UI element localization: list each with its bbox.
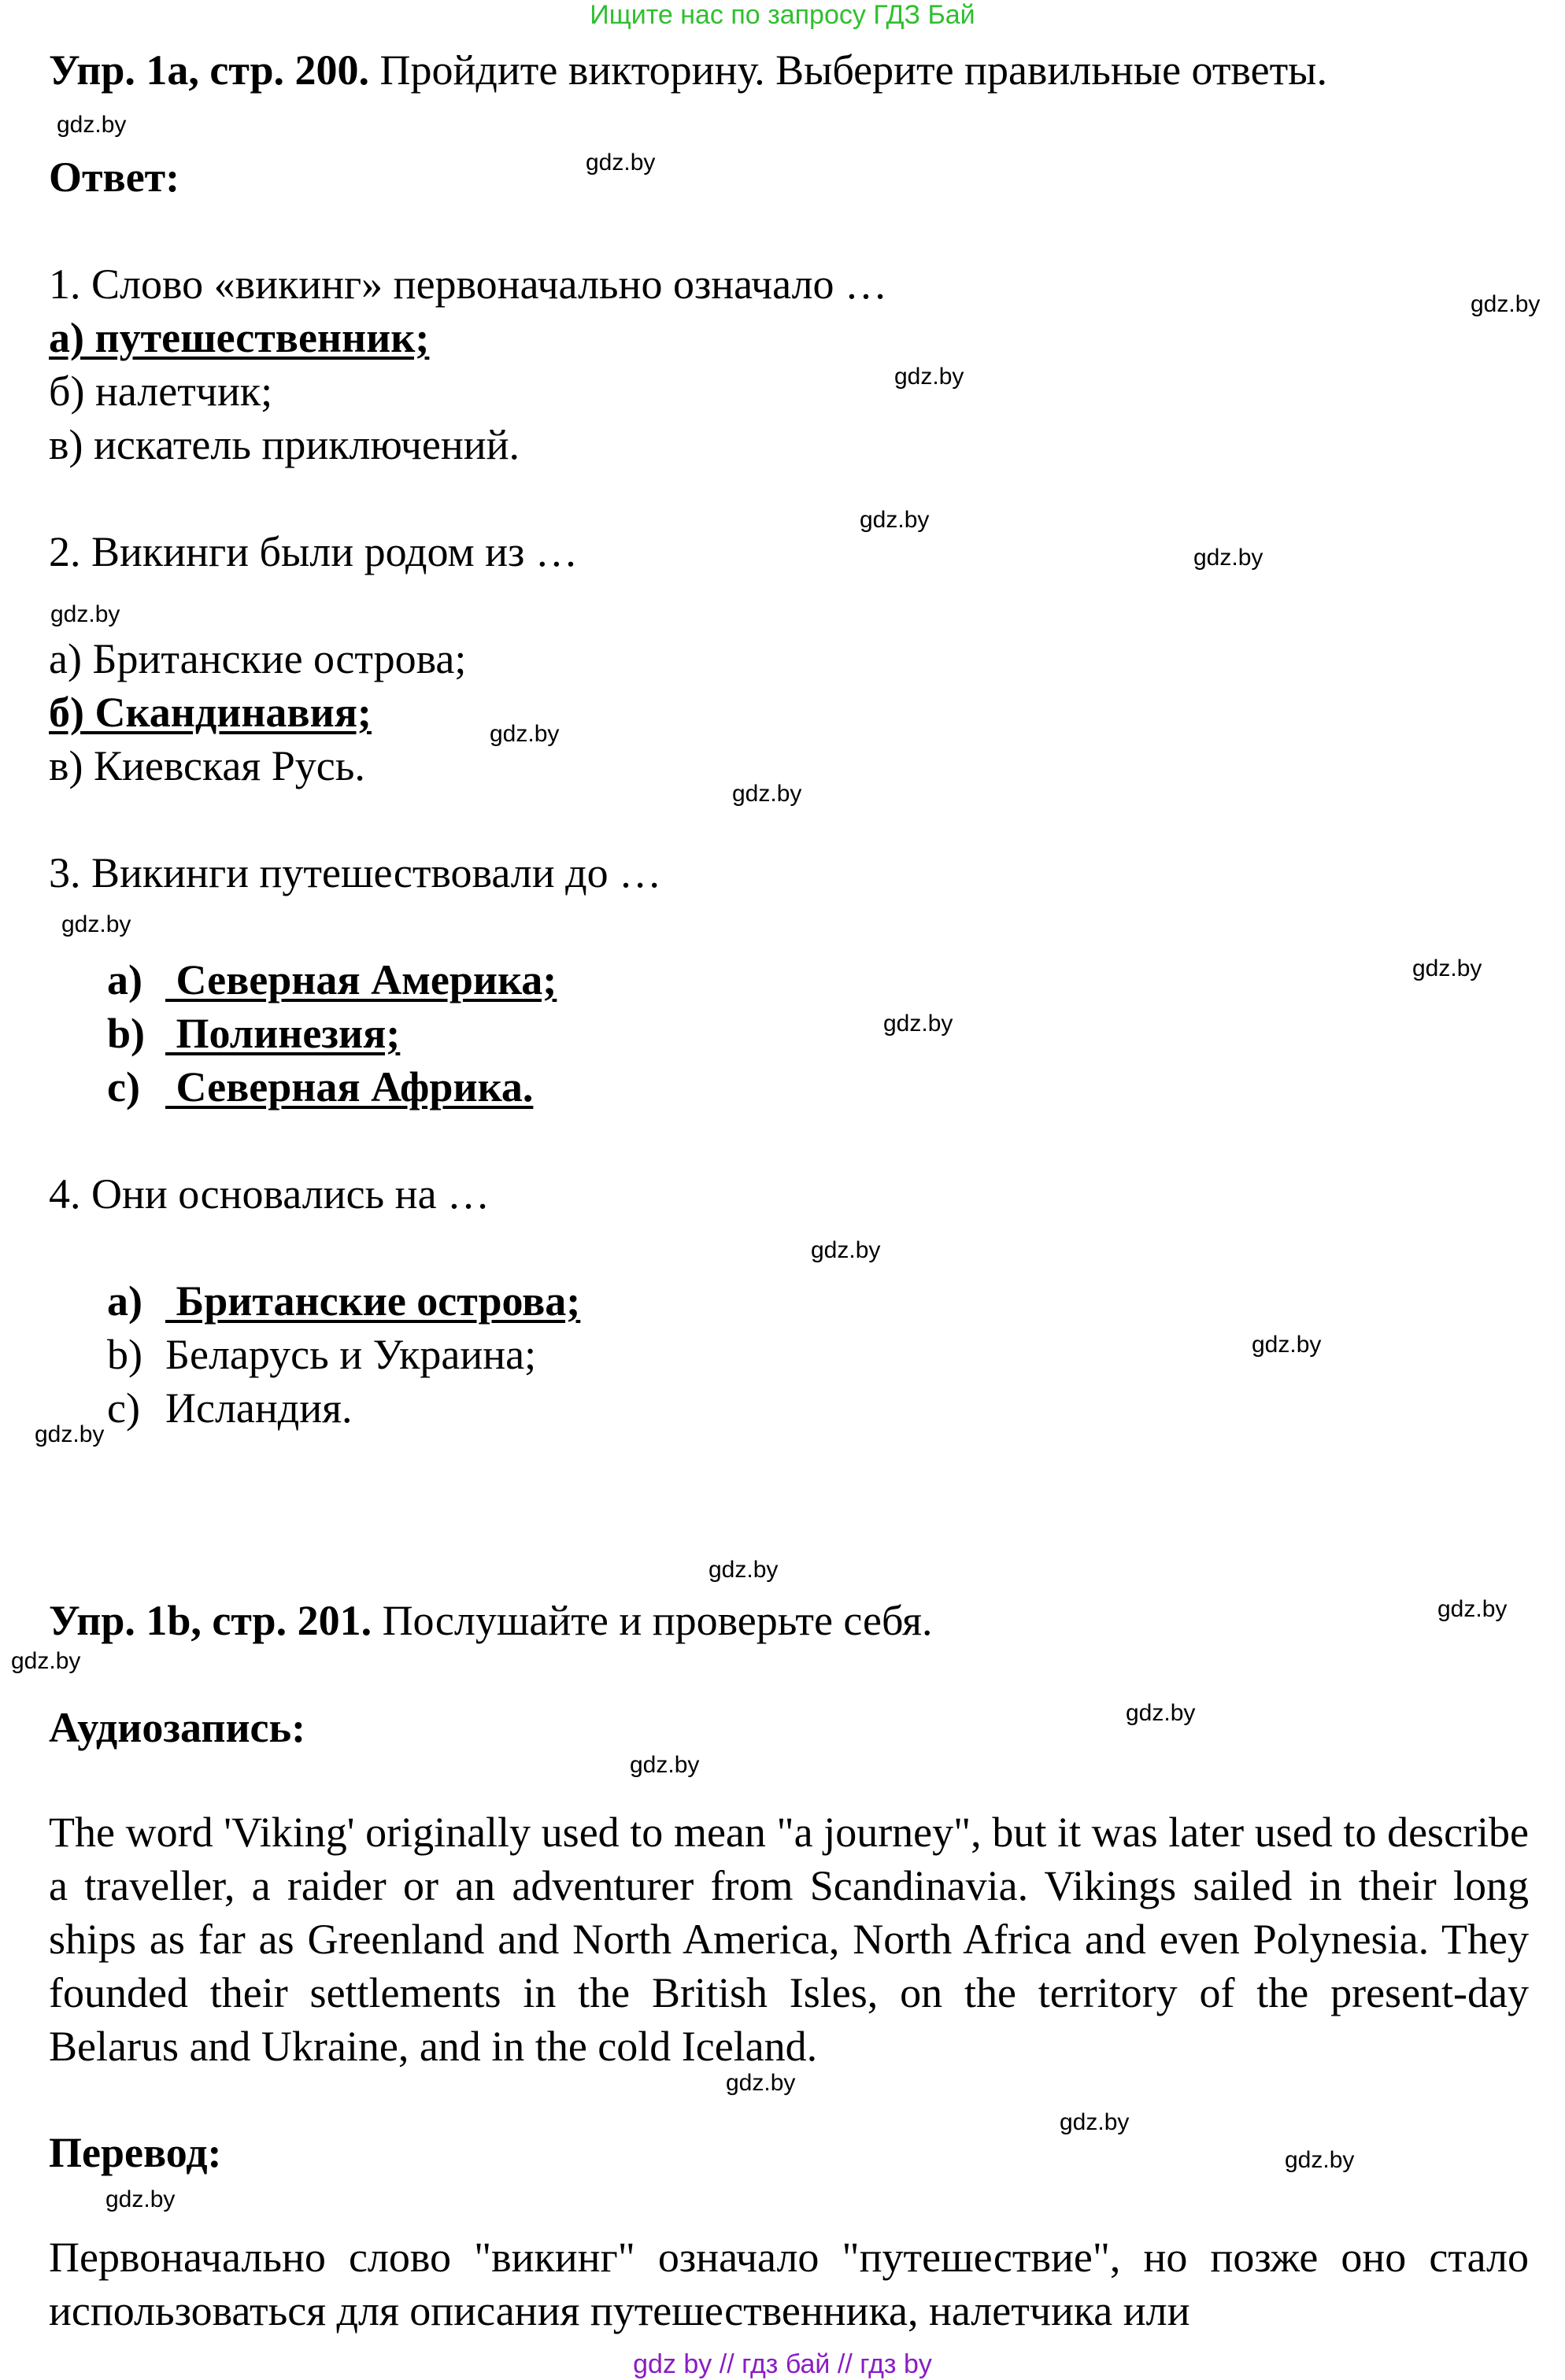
question-3-option-b <box>107 1007 400 1059</box>
question-2-option-c: в) Киевская Русь. <box>49 742 365 789</box>
watermark: gdz.by <box>883 1011 953 1037</box>
question-1-option-b: б) налетчик; <box>49 368 273 415</box>
answer-label: Ответ: <box>49 153 180 201</box>
watermark: gdz.by <box>811 1237 881 1263</box>
exercise-1b-number: Упр. 1b, стр. 201. <box>49 1597 372 1644</box>
option-letter: b) <box>107 1010 146 1057</box>
question-2-option-b: б) Скандинавия; <box>49 689 372 736</box>
question-1-option-a: а) путешественник; <box>49 314 430 361</box>
option-text: Исландия. <box>165 1384 353 1432</box>
watermark: gdz.by <box>490 721 560 747</box>
option-text: Беларусь и Украина; <box>165 1331 537 1378</box>
question-4-option-a <box>107 1275 580 1327</box>
question-2-option-a: а) Британские острова; <box>49 635 467 682</box>
watermark: gdz.by <box>57 112 127 138</box>
option-letter: c) <box>107 1384 140 1432</box>
option-text: Британские острова; <box>165 1277 581 1325</box>
exercise-1b-task: Послушайте и проверьте себя. <box>372 1597 933 1644</box>
option-letter: a) <box>107 956 142 1003</box>
watermark: gdz.by <box>11 1648 81 1674</box>
question-4-option-c <box>107 1382 353 1434</box>
watermark: gdz.by <box>105 2186 176 2212</box>
watermark: gdz.by <box>61 911 131 937</box>
translation-label: Перевод: <box>49 2129 222 2176</box>
watermark: gdz.by <box>894 364 964 390</box>
watermark: gdz.by <box>630 1752 700 1778</box>
exercise-1a-title <box>49 44 1327 96</box>
watermark: gdz.by <box>1060 2109 1130 2135</box>
watermark: gdz.by <box>1193 545 1263 571</box>
question-1: 1. Слово «викинг» первоначально означало … <box>49 261 888 308</box>
watermark: gdz.by <box>1412 955 1482 981</box>
option-letter: c) <box>107 1063 140 1111</box>
exercise-1a-task: Пройдите викторину. Выберите правильные ответы. <box>369 46 1327 94</box>
question-4-option-b <box>107 1329 536 1380</box>
watermark: gdz.by <box>1252 1332 1322 1358</box>
translation-text: Первоначально слово "викинг" означало "путешествие", но позже оно стало использоваться для описания путешественника, налетчика или <box>49 2234 1529 2334</box>
option-text: Северная Африка. <box>165 1063 534 1111</box>
question-4: 4. Они основались на … <box>49 1170 490 1218</box>
watermark: gdz.by <box>726 2070 796 2096</box>
watermark: gdz.by <box>1471 291 1541 317</box>
question-1-option-c: в) искатель приключений. <box>49 421 520 468</box>
question-3-option-c <box>107 1061 533 1113</box>
audio-transcript: The word 'Viking' originally used to mean "a journey", but it was later used to describe a traveller, a raider or an adventurer from Scandinavia. Vikings sailed in their long ships as far as Greenland and North America, North Africa and even Polynesia. They founded their settlements in the British Isles, on the territory of the present-day Belarus and Ukraine, and in the cold Iceland. <box>49 1809 1529 2070</box>
option-text: Северная Америка; <box>165 956 557 1003</box>
watermark: gdz.by <box>1126 1700 1196 1726</box>
question-2: 2. Викинги были родом из … <box>49 528 578 575</box>
top-banner[interactable]: Ищите нас по запросу ГДЗ Бай <box>590 0 975 30</box>
option-text: Полинезия; <box>165 1010 401 1057</box>
audio-label: Аудиозапись: <box>49 1704 306 1751</box>
watermark: gdz.by <box>50 601 120 627</box>
bottom-banner[interactable]: gdz by // гдз бай // гдз by <box>633 2349 932 2379</box>
option-letter: b) <box>107 1331 142 1378</box>
watermark: gdz.by <box>1437 1596 1508 1622</box>
watermark: gdz.by <box>35 1421 105 1447</box>
watermark: gdz.by <box>586 150 656 176</box>
watermark: gdz.by <box>1285 2147 1355 2173</box>
exercise-1a-number: Упр. 1а, стр. 200. <box>49 46 370 94</box>
option-letter: a) <box>107 1277 142 1325</box>
watermark: gdz.by <box>732 781 802 807</box>
watermark: gdz.by <box>709 1557 779 1583</box>
question-3-option-a <box>107 954 557 1006</box>
watermark: gdz.by <box>860 507 930 533</box>
exercise-1b-title <box>49 1595 932 1646</box>
question-3: 3. Викинги путешествовали до … <box>49 849 662 896</box>
